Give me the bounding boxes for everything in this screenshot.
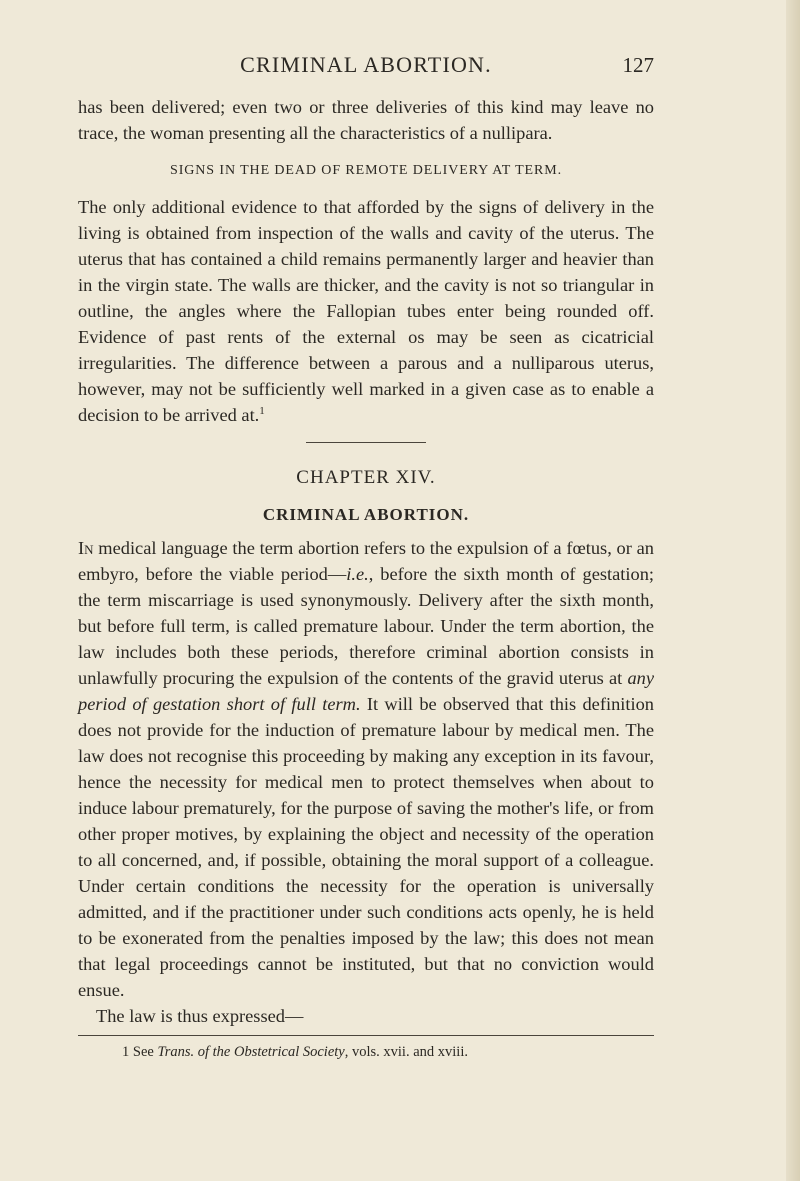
footnote-marker: 1 bbox=[122, 1044, 130, 1060]
chapter-text-part2: , before the sixth month of gestation; the term miscarriage is used synonymously. Delivery after the sixth month, but before full term, is called premature labour. Under the term abortion, the law includes both these periods, therefore criminal abortion consists in unlawfully procuring the expulsion of the contents of the gravid uterus at bbox=[78, 564, 655, 688]
section-divider bbox=[306, 442, 426, 443]
chapter-subtitle: CRIMINAL ABORTION. bbox=[262, 505, 470, 524]
chapter-lead-word: In bbox=[78, 538, 94, 558]
chapter-paragraph bbox=[78, 535, 654, 1003]
book-page bbox=[78, 48, 654, 1062]
section-paragraph-text: The only additional evidence to that afforded by the signs of delivery in the living is obtained from inspection of the walls and cavity of the uterus. The uterus that has contained a child remains permanently larger and heavier than in the virgin state. The walls are thicker, and the cavity is not so triangular in outline, the angles where the Fallopian tubes enter being rounded off. Evidence of past rents of the external os may be seen as cicatricial irregularities. The difference between a parous and a nulliparous uterus, however, may not be sufficiently well marked in a given case as to enable a decision to be arrived at. bbox=[78, 197, 654, 425]
footnote-suffix: , vols. xvii. and xviii. bbox=[344, 1044, 468, 1060]
footnote-italic-title: Trans. of the Obstetrical Society bbox=[157, 1044, 345, 1060]
footnote-rule bbox=[78, 1035, 654, 1036]
chapter-text-ie: i.e. bbox=[346, 564, 369, 584]
chapter-text-italic: any period of gestation short of full term. bbox=[78, 668, 654, 714]
footnote-reference: 1 bbox=[259, 404, 265, 417]
section-heading: SIGNS IN THE DEAD OF REMOTE DELIVERY AT TERM. bbox=[170, 163, 562, 178]
chapter-text-part1: medical language the term abortion refers to the expulsion of a fœtus, or an embyro, before the viable period— bbox=[78, 538, 654, 584]
page-number: 127 bbox=[622, 53, 654, 77]
section-paragraph bbox=[78, 194, 654, 428]
footnote bbox=[78, 1042, 654, 1062]
footnote-prefix: See bbox=[129, 1044, 158, 1060]
continued-paragraph: has been delivered; even two or three deliveries of this kind may leave no trace, the woman presenting all the characteristics of a nullipara. bbox=[78, 97, 654, 143]
running-title: CRIMINAL ABORTION. bbox=[240, 52, 492, 77]
closing-line: The law is thus expressed— bbox=[96, 1006, 304, 1026]
running-head bbox=[78, 48, 654, 82]
chapter-text-part3: It will be observed that this definition does not provide for the induction of premature labour by medical men. The law does not recognise this proceeding by making any exception in its favour, hence the necessity for medical men to protect themselves when about to induce labour prematurely, for the purpose of saving the mother's life, or from other proper motives, by explaining the object and necessity of the operation to all concerned, and, if possible, obtaining the moral support of a colleague. Under certain conditions the necessity for the operation is universally admitted, and if the practitioner under such conditions acts openly, he is held to be exonerated from the penalties imposed by the law; this does not mean that legal proceedings cannot be instituted, but that no conviction would ensue. bbox=[78, 694, 654, 1000]
chapter-title: CHAPTER XIV. bbox=[296, 467, 436, 488]
page-edge bbox=[786, 0, 800, 1181]
